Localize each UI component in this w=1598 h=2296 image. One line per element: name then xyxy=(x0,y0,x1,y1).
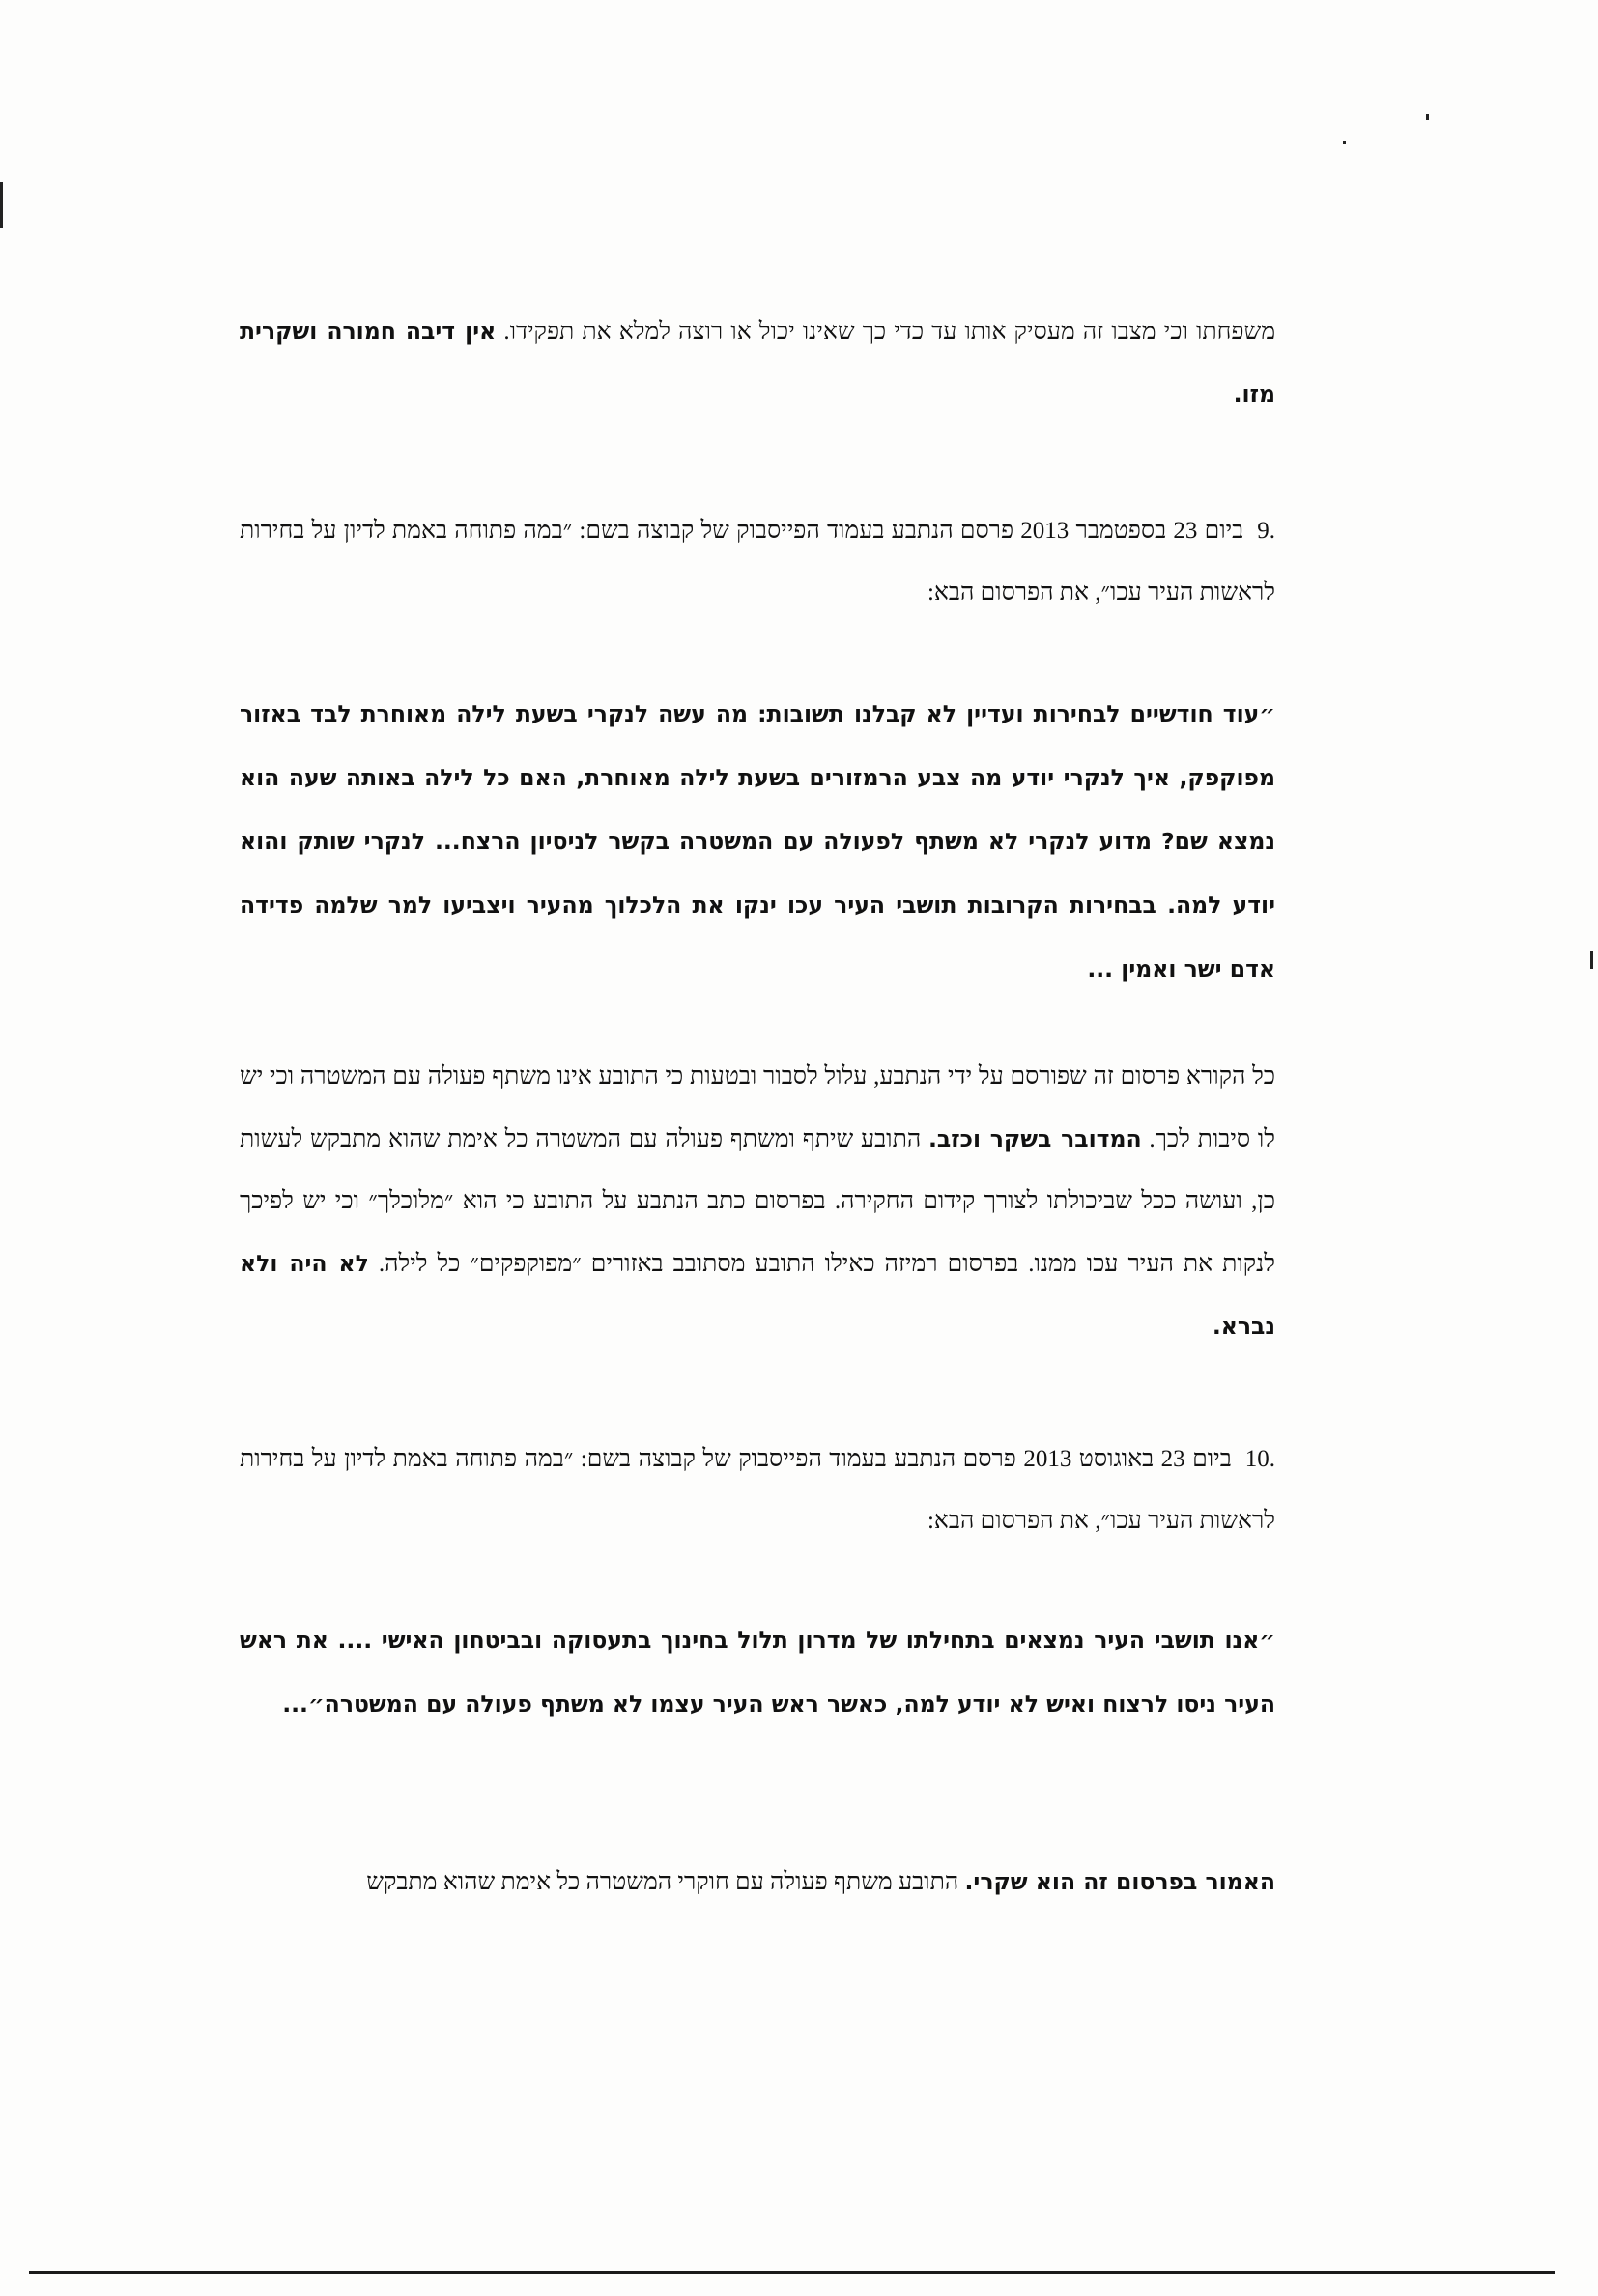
footer-rule xyxy=(29,2271,1555,2274)
response-9-text-2: התובע שיתף ומשתף פעולה עם המשטרה כל אימת שהוא מתבקש לעשות כן, ועושה ככל שביכולתו לצורך קידום החקירה. בפרסום כתב הנתבע על התובע כי הוא ״מלוכלך״ וכי יש לפיכך לנקות את העיר עכו ממנו. בפרסום רמיזה כאילו התובע מסתובב באזורים ״מפוקפקים״ כל לילה. xyxy=(240,1126,1275,1277)
response-paragraph-9 xyxy=(240,1046,1275,1358)
response-9-bold-1: המדובר בשקר וכזב. xyxy=(928,1125,1142,1152)
quote-item-9 xyxy=(240,682,1275,1001)
quote-9-text: ״עוד חודשיים לבחירות ועדיין לא קבלנו תשובות: מה עשה לנקרי בשעת לילה מאוחרת לבד באזור מפוקפק, איך לנקרי יודע מה צבע הרמזורים בשעת לילה מאוחרת, האם כל לילה באותה שעה הוא נמצא שם? מדוע לנקרי לא משתף לפעולה עם המשטרה בקשר לניסיון הרצח... לנקרי שותק והוא יודע למה. בבחירות הקרובות תושבי העיר עכו ינקו את הלכלוך מהעיר ויצביעו למר שלמה פדידה אדם ישר ואמין ... xyxy=(240,700,1275,982)
response-9-bold-2: לא היה ולא נברא. xyxy=(240,1250,1275,1340)
response-9-text-1: כל הקורא פרסום זה שפורסם על ידי הנתבע, עלול לסבור ובטעות כי התובע אינו משתף פעולה עם המשטרה וכי יש לו סיבות לכך. xyxy=(240,1063,1275,1152)
item-number: .10 xyxy=(1244,1446,1275,1472)
item-10-text: ביום 23 באוגוסט 2013 פרסם הנתבע בעמוד הפייסבוק של קבוצה בשם: ״במה פתוחה באמת לדיון על בחירות לראשות העיר עכו״, את הפרסום הבא: xyxy=(240,1446,1275,1534)
quote-item-10 xyxy=(240,1608,1275,1736)
response-10-bold: האמור בפרסום זה הוא שקרי. xyxy=(964,1868,1275,1895)
scan-dot xyxy=(1343,141,1346,144)
response-paragraph-10 xyxy=(240,1851,1275,1913)
scan-edge-mark xyxy=(0,182,3,228)
item-9 xyxy=(240,500,1275,624)
quote-10-text: ״אנו תושבי העיר נמצאים בתחילתו של מדרון תלול בחינוך בתעסוקה ובביטחון האישי .... את ראש העיר ניסו לרצוח ואיש לא יודע למה, כאשר ראש העיר עצמו לא משתף פעולה עם המשטרה״... xyxy=(240,1627,1275,1717)
response-10-text: התובע משתף פעולה עם חוקרי המשטרה כל אימת שהוא מתבקש xyxy=(366,1869,965,1895)
item-10 xyxy=(240,1429,1275,1552)
continuation-paragraph xyxy=(240,300,1275,426)
item-9-text: ביום 23 בספטמבר 2013 פרסם הנתבע בעמוד הפייסבוק של קבוצה בשם: ״במה פתוחה באמת לדיון על בחירות לראשות העיר עכו״, את הפרסום הבא: xyxy=(240,518,1275,606)
item-number: .9 xyxy=(1257,518,1275,544)
continuation-text: משפחתו וכי מצבו זה מעסיק אותו עד כדי כך שאינו יכול או רוצה למלא את תפקידו. xyxy=(496,319,1276,345)
scan-dot xyxy=(1590,951,1593,969)
scan-dot xyxy=(1426,114,1429,120)
continuation-bold-statement: אין דיבה חמורה ושקרית מזו. xyxy=(240,318,1275,408)
